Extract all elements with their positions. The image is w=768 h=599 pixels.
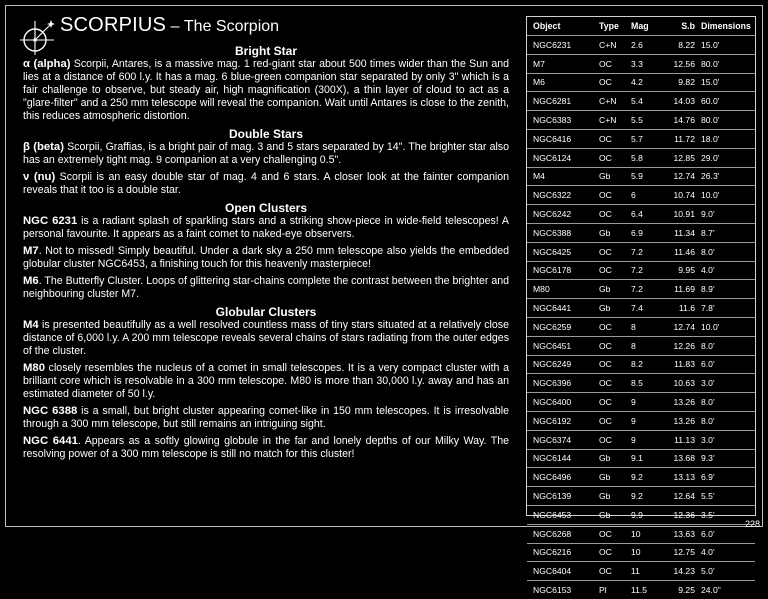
object-table: [527, 17, 755, 599]
table-row: [527, 148, 755, 167]
cell-object: NGC6322: [527, 186, 599, 205]
cell-object: NGC6374: [527, 430, 599, 449]
table-row: [527, 261, 755, 280]
cell-type: C+N: [599, 92, 631, 111]
table-row: [527, 581, 755, 599]
cell-mag: 11.5: [631, 581, 658, 599]
ngc6441-name: NGC 6441: [23, 435, 78, 447]
cell-mag: 10: [631, 543, 658, 562]
header-mag: Mag: [631, 21, 649, 31]
cell-dimensions: 8.9': [701, 280, 755, 299]
cell-object: M6: [527, 73, 599, 92]
cell-object: NGC6400: [527, 393, 599, 412]
cell-dimensions: 8.7': [701, 223, 755, 242]
heading-globular-clusters: Globular Clusters: [215, 305, 317, 319]
paragraph-beta: [23, 141, 509, 167]
cell-mag: 9: [631, 393, 658, 412]
cell-type: Pl: [599, 581, 631, 599]
table-row: [527, 299, 755, 318]
heading-bright-star: Bright Star: [234, 44, 297, 58]
table-row: [527, 223, 755, 242]
cell-type: C+N: [599, 111, 631, 130]
paragraph-ngc6388: [23, 405, 509, 431]
title-dash: –: [170, 18, 180, 35]
cell-mag: 9.1: [631, 449, 658, 468]
cell-object: NGC6259: [527, 317, 599, 336]
cell-object: NGC6268: [527, 524, 599, 543]
cell-sb: 11.69: [658, 280, 701, 299]
cell-mag: 3.3: [631, 54, 658, 73]
cell-dimensions: 6.9': [701, 468, 755, 487]
cell-object: NGC6383: [527, 111, 599, 130]
cell-type: Gb: [599, 299, 631, 318]
table-row: [527, 355, 755, 374]
cell-sb: 12.36: [658, 505, 701, 524]
table-header-row: [527, 17, 755, 36]
cell-type: OC: [599, 242, 631, 261]
header-dimensions: Dimensions: [701, 21, 751, 31]
cell-object: NGC6396: [527, 374, 599, 393]
cell-mag: 5.7: [631, 129, 658, 148]
cell-type: OC: [599, 411, 631, 430]
cell-sb: 12.74: [658, 317, 701, 336]
cell-type: OC: [599, 524, 631, 543]
paragraph-m7: [23, 245, 509, 271]
beta-text: Scorpii, Graffias, is a bright pair of mag. 3 and 5 stars separated by 14". The brighter star also has an extremely tight mag. 9 companion at a very challenging 0.5".: [23, 141, 509, 166]
paragraph-ngc6231: [23, 215, 509, 241]
cell-object: NGC6441: [527, 299, 599, 318]
m80-text: closely resembles the nucleus of a comet in small telescopes. It is a very compact cluster with a brilliant core which is resolvable in a 300 mm telescope. M80 is more than 30,000 l.y. away and has an estimated diameter of 50 l.y.: [23, 362, 509, 400]
cell-sb: 13.26: [658, 411, 701, 430]
table-row: [527, 374, 755, 393]
header-object: Object: [533, 21, 561, 31]
cell-dimensions: 3.5': [701, 505, 755, 524]
table-row: [527, 54, 755, 73]
page-title: [60, 14, 279, 37]
cell-type: Gb: [599, 280, 631, 299]
cell-mag: 5.9: [631, 167, 658, 186]
cell-dimensions: 8.0': [701, 393, 755, 412]
cell-object: NGC6139: [527, 487, 599, 506]
cell-type: OC: [599, 355, 631, 374]
cell-dimensions: 4.0': [701, 543, 755, 562]
cell-dimensions: 80.0': [701, 54, 755, 73]
cell-type: Gb: [599, 487, 631, 506]
m4-name: M4: [23, 319, 39, 331]
cell-type: OC: [599, 562, 631, 581]
cell-type: OC: [599, 430, 631, 449]
cell-dimensions: 8.0': [701, 242, 755, 261]
table-row: [527, 242, 755, 261]
cell-type: Gb: [599, 468, 631, 487]
header-sb: S.b: [681, 21, 695, 31]
cell-type: OC: [599, 129, 631, 148]
ngc6388-text: is a small, but bright cluster appearing comet-like in 150 mm telescopes. It is irresolvable through a 300 mm telescope, but still remains an intriguing sight.: [23, 405, 510, 430]
cell-mag: 8: [631, 317, 658, 336]
table-body: [527, 36, 755, 599]
cell-type: OC: [599, 205, 631, 224]
paragraph-ngc6441: [23, 435, 509, 461]
table-row: [527, 317, 755, 336]
table-row: [527, 449, 755, 468]
cell-type: OC: [599, 261, 631, 280]
cell-sb: 14.03: [658, 92, 701, 111]
table-row: [527, 186, 755, 205]
cell-object: NGC6178: [527, 261, 599, 280]
cell-type: OC: [599, 393, 631, 412]
cell-object: NGC6453: [527, 505, 599, 524]
table-row: [527, 411, 755, 430]
cell-mag: 5.5: [631, 111, 658, 130]
constellation-subtitle: The Scorpion: [183, 18, 280, 35]
cell-sb: 9.82: [658, 73, 701, 92]
cell-dimensions: 60.0': [701, 92, 755, 111]
cell-dimensions: 18.0': [701, 129, 755, 148]
cell-object: NGC6192: [527, 411, 599, 430]
table-row: [527, 129, 755, 148]
cell-mag: 9.2: [631, 468, 658, 487]
cell-mag: 8.2: [631, 355, 658, 374]
cell-object: NGC6242: [527, 205, 599, 224]
table-row: [527, 505, 755, 524]
cell-object: NGC6249: [527, 355, 599, 374]
table-row: [527, 336, 755, 355]
cell-object: M4: [527, 167, 599, 186]
cell-object: NGC6496: [527, 468, 599, 487]
cell-object: NGC6404: [527, 562, 599, 581]
cell-mag: 2.6: [631, 36, 658, 55]
paragraph-nu: [23, 171, 509, 197]
cell-sb: 11.34: [658, 223, 701, 242]
cell-object: NGC6216: [527, 543, 599, 562]
cell-dimensions: 24.0": [701, 581, 755, 599]
cell-sb: 10.74: [658, 186, 701, 205]
cell-type: Gb: [599, 167, 631, 186]
cell-dimensions: 26.3': [701, 167, 755, 186]
cell-object: M80: [527, 280, 599, 299]
paragraph-m4: [23, 319, 509, 358]
cell-dimensions: 80.0': [701, 111, 755, 130]
cell-sb: 9.95: [658, 261, 701, 280]
table-row: [527, 543, 755, 562]
paragraph-alpha: [23, 58, 509, 123]
m7-text: . Not to missed! Simply beautiful. Under a dark sky a 250 mm telescope also yields the embedded globular cluster NGC6453, a finishing touch for this heavenly masterpiece!: [23, 245, 509, 270]
cell-mag: 6: [631, 186, 658, 205]
header-type: Type: [599, 21, 619, 31]
cell-dimensions: 5.5': [701, 487, 755, 506]
table-row: [527, 468, 755, 487]
cell-dimensions: 10.0': [701, 317, 755, 336]
cell-sb: 11.83: [658, 355, 701, 374]
cell-sb: 12.75: [658, 543, 701, 562]
cell-type: OC: [599, 336, 631, 355]
cell-mag: 9: [631, 411, 658, 430]
cell-object: NGC6231: [527, 36, 599, 55]
paragraph-m80: [23, 362, 509, 401]
cell-sb: 11.13: [658, 430, 701, 449]
cell-mag: 11: [631, 562, 658, 581]
table-row: [527, 393, 755, 412]
cell-sb: 11.46: [658, 242, 701, 261]
cell-mag: 6.4: [631, 205, 658, 224]
cell-dimensions: 6.0': [701, 355, 755, 374]
ngc6231-name: NGC 6231: [23, 215, 78, 227]
cell-sb: 9.25: [658, 581, 701, 599]
ngc6231-text: is a radiant splash of sparkling stars and a striking show-piece in wide-field telescopes! A personal favourite. It appears as a faint comet to naked-eye observers.: [23, 215, 509, 240]
m4-text: is presented beautifully as a well resolved countless mass of tiny stars situated at a relatively close distance of 6,000 l.y. A 200 mm telescope reveals several chains of stars radiating from the outer edges of the cluster.: [23, 319, 509, 357]
cell-dimensions: 7.8': [701, 299, 755, 318]
table-row: [527, 167, 755, 186]
cell-dimensions: 8.0': [701, 411, 755, 430]
cell-dimensions: 8.0': [701, 336, 755, 355]
cell-mag: 10: [631, 524, 658, 543]
table-row: [527, 487, 755, 506]
cell-type: Gb: [599, 505, 631, 524]
cell-sb: 8.22: [658, 36, 701, 55]
cell-sb: 13.63: [658, 524, 701, 543]
cell-dimensions: 10.0': [701, 186, 755, 205]
cell-mag: 9.2: [631, 487, 658, 506]
cell-type: OC: [599, 317, 631, 336]
table-row: [527, 36, 755, 55]
cell-type: OC: [599, 54, 631, 73]
cell-mag: 6.9: [631, 223, 658, 242]
cell-sb: 12.26: [658, 336, 701, 355]
cell-dimensions: 15.0': [701, 36, 755, 55]
cell-sb: 12.64: [658, 487, 701, 506]
cell-type: OC: [599, 374, 631, 393]
table-row: [527, 111, 755, 130]
heading-double-stars: Double Stars: [228, 127, 303, 141]
cell-mag: 9.9: [631, 505, 658, 524]
table-row: [527, 73, 755, 92]
cell-sb: 12.85: [658, 148, 701, 167]
cell-object: NGC6144: [527, 449, 599, 468]
cell-mag: 5.4: [631, 92, 658, 111]
cell-type: OC: [599, 186, 631, 205]
table-row: [527, 430, 755, 449]
cell-sb: 12.74: [658, 167, 701, 186]
cell-dimensions: 6.0': [701, 524, 755, 543]
m6-text: . The Butterfly Cluster. Loops of glittering star-chains complete the contrast between the brighter and neighbouring cluster M7.: [23, 275, 510, 300]
cell-mag: 8.5: [631, 374, 658, 393]
table-row: [527, 524, 755, 543]
cell-mag: 7.4: [631, 299, 658, 318]
cell-dimensions: 4.0': [701, 261, 755, 280]
cell-mag: 4.2: [631, 73, 658, 92]
cell-object: NGC6153: [527, 581, 599, 599]
cell-object: NGC6425: [527, 242, 599, 261]
cell-type: Gb: [599, 223, 631, 242]
cell-sb: 11.72: [658, 129, 701, 148]
cell-dimensions: 29.0': [701, 148, 755, 167]
cell-mag: 8: [631, 336, 658, 355]
cell-sb: 13.68: [658, 449, 701, 468]
m6-name: M6: [23, 275, 39, 287]
cell-type: OC: [599, 148, 631, 167]
cell-sb: 13.26: [658, 393, 701, 412]
alpha-text: Scorpii, Antares, is a massive mag. 1 red-giant star about 500 times wider than the Sun and lies at a distance of 600 l.y. It has a mag. 6 blue-green companion star separated by only 3" which is a fair challenge to observe, but steady air, high magnification (300X), a thin layer of cloud to act as a "glare-filter" and a 250 mm telescope will reveal the companion. Wait until Antares is close to the zenith, this reduces atmospheric distortion.: [23, 58, 509, 122]
cell-object: NGC6281: [527, 92, 599, 111]
cell-sb: 13.13: [658, 468, 701, 487]
nu-name: ν (nu): [23, 171, 56, 183]
cell-sb: 10.91: [658, 205, 701, 224]
cell-object: NGC6124: [527, 148, 599, 167]
cell-object: NGC6388: [527, 223, 599, 242]
heading-open-clusters: Open Clusters: [224, 201, 308, 215]
cell-sb: 14.23: [658, 562, 701, 581]
nu-text: Scorpii is an easy double star of mag. 4 and 6 stars. A closer look at the fainter companion reveals that it too is a double star.: [23, 171, 509, 196]
cell-object: M7: [527, 54, 599, 73]
cell-mag: 5.8: [631, 148, 658, 167]
paragraph-m6: [23, 275, 509, 301]
cell-type: OC: [599, 73, 631, 92]
ngc6441-text: . Appears as a softly glowing globule in the far and lonely depths of our Milky Way. The resolving power of a 300 mm telescope is still no match for this cluster!: [23, 435, 510, 460]
cell-sb: 10.63: [658, 374, 701, 393]
constellation-name: SCORPIUS: [60, 14, 167, 36]
cell-mag: 9: [631, 430, 658, 449]
cell-object: NGC6451: [527, 336, 599, 355]
cell-sb: 11.6: [658, 299, 701, 318]
cell-mag: 7.2: [631, 242, 658, 261]
description-column: [23, 44, 509, 465]
cell-dimensions: 3.0': [701, 374, 755, 393]
cell-object: NGC6416: [527, 129, 599, 148]
page-number: 228: [744, 519, 760, 529]
m7-name: M7: [23, 245, 39, 257]
cell-mag: 7.2: [631, 280, 658, 299]
cell-sb: 14.76: [658, 111, 701, 130]
cell-dimensions: 15.0': [701, 73, 755, 92]
m80-name: M80: [23, 362, 45, 374]
cell-dimensions: 3.0': [701, 430, 755, 449]
table-row: [527, 92, 755, 111]
cell-dimensions: 9.3': [701, 449, 755, 468]
ngc6388-name: NGC 6388: [23, 405, 78, 417]
table-row: [527, 280, 755, 299]
cell-type: OC: [599, 543, 631, 562]
cell-mag: 7.2: [631, 261, 658, 280]
cell-sb: 12.56: [658, 54, 701, 73]
table-row: [527, 205, 755, 224]
cell-dimensions: 9.0': [701, 205, 755, 224]
cell-type: C+N: [599, 36, 631, 55]
cell-type: Gb: [599, 449, 631, 468]
table-row: [527, 562, 755, 581]
alpha-name: α (alpha): [23, 58, 71, 70]
beta-name: β (beta): [23, 141, 64, 153]
cell-dimensions: 5.0': [701, 562, 755, 581]
